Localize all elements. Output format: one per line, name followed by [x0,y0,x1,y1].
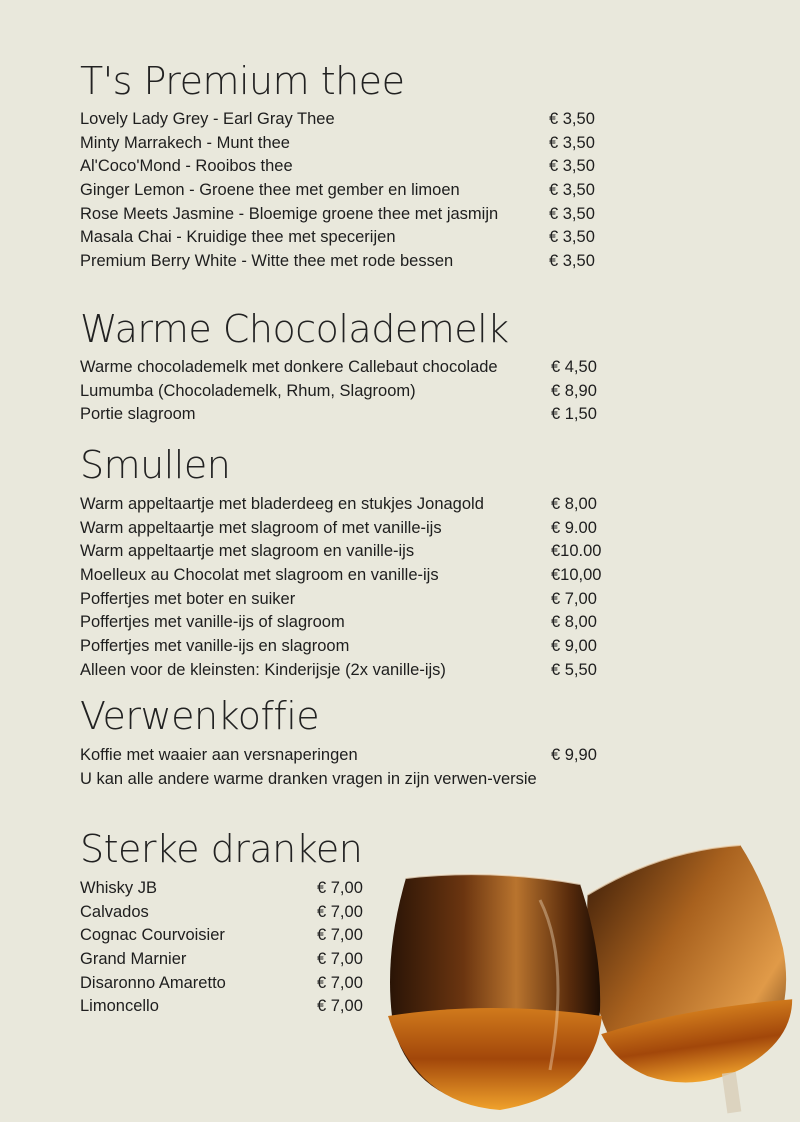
item-price: €10,00 [551,566,602,585]
item-price: € 8,00 [551,613,597,632]
item-price: € 9.00 [551,518,597,537]
list-item [80,659,620,683]
premium-thee-list [80,108,610,274]
item-name: Minty Marrakech - Munt thee [80,133,290,152]
list-item [80,611,620,635]
section-title-premium-thee: T's Premium thee [80,59,405,103]
item-price: € 3,50 [549,181,595,200]
list-item [80,250,610,274]
section-title-verwenkoffie: Verwenkoffie [80,694,320,738]
list-item [80,132,610,156]
cognac-glasses-image [380,840,800,1122]
item-name: Masala Chai - Kruidige thee met specerijen [80,228,396,247]
item-price: € 3,50 [549,157,595,176]
list-item [80,108,610,132]
item-name: Warm appeltaartje met slagroom of met vanille-ijs [80,518,442,537]
item-name: Portie slagroom [80,405,196,424]
verwenkoffie-list [80,744,620,768]
list-item [80,540,620,564]
chocolademelk-list [80,356,610,427]
item-name: Rose Meets Jasmine - Bloemige groene thee met jasmijn [80,204,499,223]
item-name: Koffie met waaier aan versnaperingen [80,746,358,764]
item-name: Lovely Lady Grey - Earl Gray Thee [80,110,335,128]
list-item [80,924,380,948]
item-name: Grand Marnier [80,950,187,969]
item-price: € 9,00 [551,637,597,656]
item-price: € 3,50 [549,228,595,247]
list-item [80,203,610,227]
item-name: Moelleux au Chocolat met slagroom en vanille-ijs [80,566,439,585]
verwenkoffie-note: U kan alle andere warme dranken vragen in zijn verwen-versie [80,770,537,788]
item-price: € 7,00 [317,902,363,921]
item-price: € 3,50 [549,252,595,271]
item-price: € 3,50 [549,110,595,128]
item-name: Calvados [80,902,149,921]
item-name: Warm appeltaartje met slagroom en vanille-ijs [80,542,415,561]
item-name: Al'Coco'Mond - Rooibos thee [80,157,293,176]
list-item [80,226,610,250]
sterke-dranken-list [80,877,380,1019]
list-item [80,517,620,541]
list-item [80,356,610,380]
item-price: € 7,00 [317,973,363,992]
item-name: Limoncello [80,997,159,1016]
item-price: € 7,00 [317,950,363,969]
list-item [80,995,380,1019]
item-price: € 3,50 [549,133,595,152]
section-title-warme-chocolademelk: Warme Chocolademelk [80,307,509,351]
item-name: Disaronno Amaretto [80,973,226,992]
item-price: € 1,50 [551,405,597,424]
item-price: € 7,00 [317,879,363,897]
list-item [80,403,610,427]
item-price: € 7,00 [317,926,363,945]
list-item [80,635,620,659]
item-price: €10.00 [551,542,602,561]
item-price: € 4,50 [551,358,597,376]
list-item [80,155,610,179]
item-price: € 8,90 [551,381,597,400]
list-item [80,948,380,972]
item-name: Poffertjes met vanille-ijs of slagroom [80,613,345,632]
item-name: Ginger Lemon - Groene thee met gember en limoen [80,181,460,200]
item-name: Warm appeltaartje met bladerdeeg en stukjes Jonagold [80,495,484,513]
item-name: Premium Berry White - Witte thee met rode bessen [80,252,454,271]
list-item [80,179,610,203]
list-item [80,493,620,517]
item-name: Poffertjes met boter en suiker [80,589,296,608]
section-title-smullen: Smullen [80,443,231,487]
item-price: € 5,50 [551,660,597,679]
item-price: € 7,00 [317,997,363,1016]
item-name: Warme chocolademelk met donkere Callebaut chocolade [80,358,498,376]
item-price: € 3,50 [549,204,595,223]
item-price: € 7,00 [551,589,597,608]
list-item [80,588,620,612]
item-price: € 8,00 [551,495,597,513]
list-item [80,972,380,996]
list-item [80,901,380,925]
item-name: Alleen voor de kleinsten: Kinderijsje (2x vanille-ijs) [80,660,446,679]
list-item [80,744,620,768]
list-item [80,877,380,901]
section-title-sterke-dranken: Sterke dranken [80,827,363,871]
item-name: Whisky JB [80,879,158,897]
item-name: Poffertjes met vanille-ijs en slagroom [80,637,350,656]
item-name: Lumumba (Chocolademelk, Rhum, Slagroom) [80,381,416,400]
item-price: € 9,90 [551,746,597,764]
list-item [80,564,620,588]
smullen-list [80,493,620,683]
item-name: Cognac Courvoisier [80,926,225,945]
list-item [80,380,610,404]
